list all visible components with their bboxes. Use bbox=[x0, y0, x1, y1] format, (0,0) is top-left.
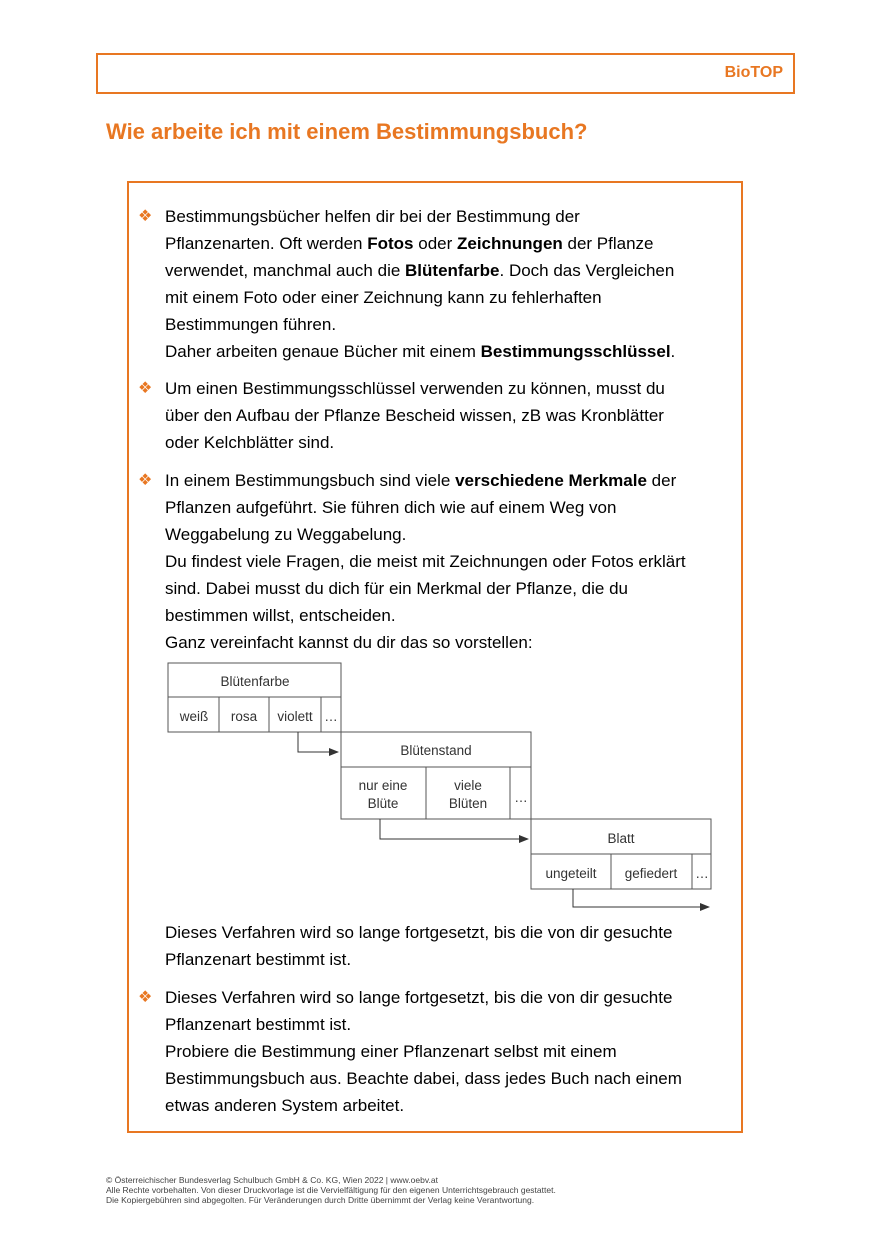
bullet-4: Dieses Verfahren wird so lange fortgesetzt, bis die von dir gesuchte Pflanzenart bestimmt ist. Probiere die Bestimmung einer Pflanzenart selbst mit einem Bestimmungsbuch aus. Beachte dabei, dass jedes Buch nach einem etwas anderen System arbeitet. bbox=[165, 988, 682, 1115]
diagram-option: weiß bbox=[179, 709, 209, 724]
page-title: Wie arbeite ich mit einem Bestimmungsbuch? bbox=[106, 119, 588, 144]
diamond-bullet-icon: ❖ bbox=[138, 380, 153, 397]
determination-key-diagram bbox=[160, 655, 720, 915]
diagram-option: … bbox=[514, 790, 528, 805]
diamond-bullet-icon: ❖ bbox=[138, 472, 153, 489]
arrow-icon bbox=[380, 819, 528, 839]
diagram-option: gefiedert bbox=[624, 866, 678, 881]
diagram-option: … bbox=[324, 709, 338, 724]
footer-copyright: © Österreichischer Bundesverlag Schulbuch GmbH & Co. KG, Wien 2022 | www.oebv.at Alle Rechte vorbehalten. Von dieser Druckvorlage ist die Vervielfältigung für den eigenen Unterrichtsgebrauch gestattet. Die Kopiergebühren sind abgegolten. Für Veränderungen durch Dritte übernimmt der Verlag keine Verantwortung. bbox=[106, 1175, 556, 1205]
bullet-1: Bestimmungsbücher helfen dir bei der Bestimmung der Pflanzenarten. Oft werden Fotos oder Zeichnungen der Pflanze verwendet, manchmal auch die Blütenfarbe. Doch das Vergleichen mit einem Foto oder einer Zeichnung kann zu fehlerhaften Bestimmungen führen. Daher arbeiten genaue Bücher mit einem Bestimmungsschlüssel. bbox=[165, 207, 676, 361]
diagram-heading: Blatt bbox=[607, 831, 635, 846]
diagram-option: Blüte bbox=[367, 796, 399, 811]
diagram-option: nur eine bbox=[358, 778, 408, 793]
header-bar bbox=[96, 53, 795, 94]
diagram-option: Blüten bbox=[448, 796, 488, 811]
arrow-icon bbox=[573, 889, 709, 907]
diamond-bullet-icon: ❖ bbox=[138, 989, 153, 1006]
arrow-icon bbox=[298, 732, 338, 752]
diagram-heading: Blütenfarbe bbox=[220, 674, 290, 689]
diagram-option: … bbox=[695, 866, 709, 881]
diagram-option: rosa bbox=[230, 709, 258, 724]
bullet-3-continuation: Dieses Verfahren wird so lange fortgesetzt, bis die von dir gesuchte Pflanzenart bestimmt ist. bbox=[165, 923, 673, 969]
diagram-option: viele bbox=[454, 778, 482, 793]
diamond-bullet-icon: ❖ bbox=[138, 208, 153, 225]
brand-logo: BioTOP bbox=[724, 64, 783, 81]
bullet-2: Um einen Bestimmungsschlüssel verwenden zu können, musst du über den Aufbau der Pflanze Bescheid wissen, zB was Kronblätter oder Kelchblätter sind. bbox=[165, 379, 665, 452]
diagram-option: violett bbox=[277, 709, 313, 724]
bullet-3: In einem Bestimmungsbuch sind viele verschiedene Merkmale der Pflanzen aufgeführt. Sie führen dich wie auf einem Weg von Weggabelung zu Weggabelung. Du findest viele Fragen, die meist mit Zeichnungen oder Fotos erklärt sind. Dabei musst du dich für ein Merkmal der Pflanze, die du bestimmen willst, entscheiden. Ganz vereinfacht kannst du dir das so vorstellen: bbox=[165, 471, 686, 652]
diagram-option: ungeteilt bbox=[545, 866, 597, 881]
diagram-heading: Blütenstand bbox=[400, 743, 472, 758]
